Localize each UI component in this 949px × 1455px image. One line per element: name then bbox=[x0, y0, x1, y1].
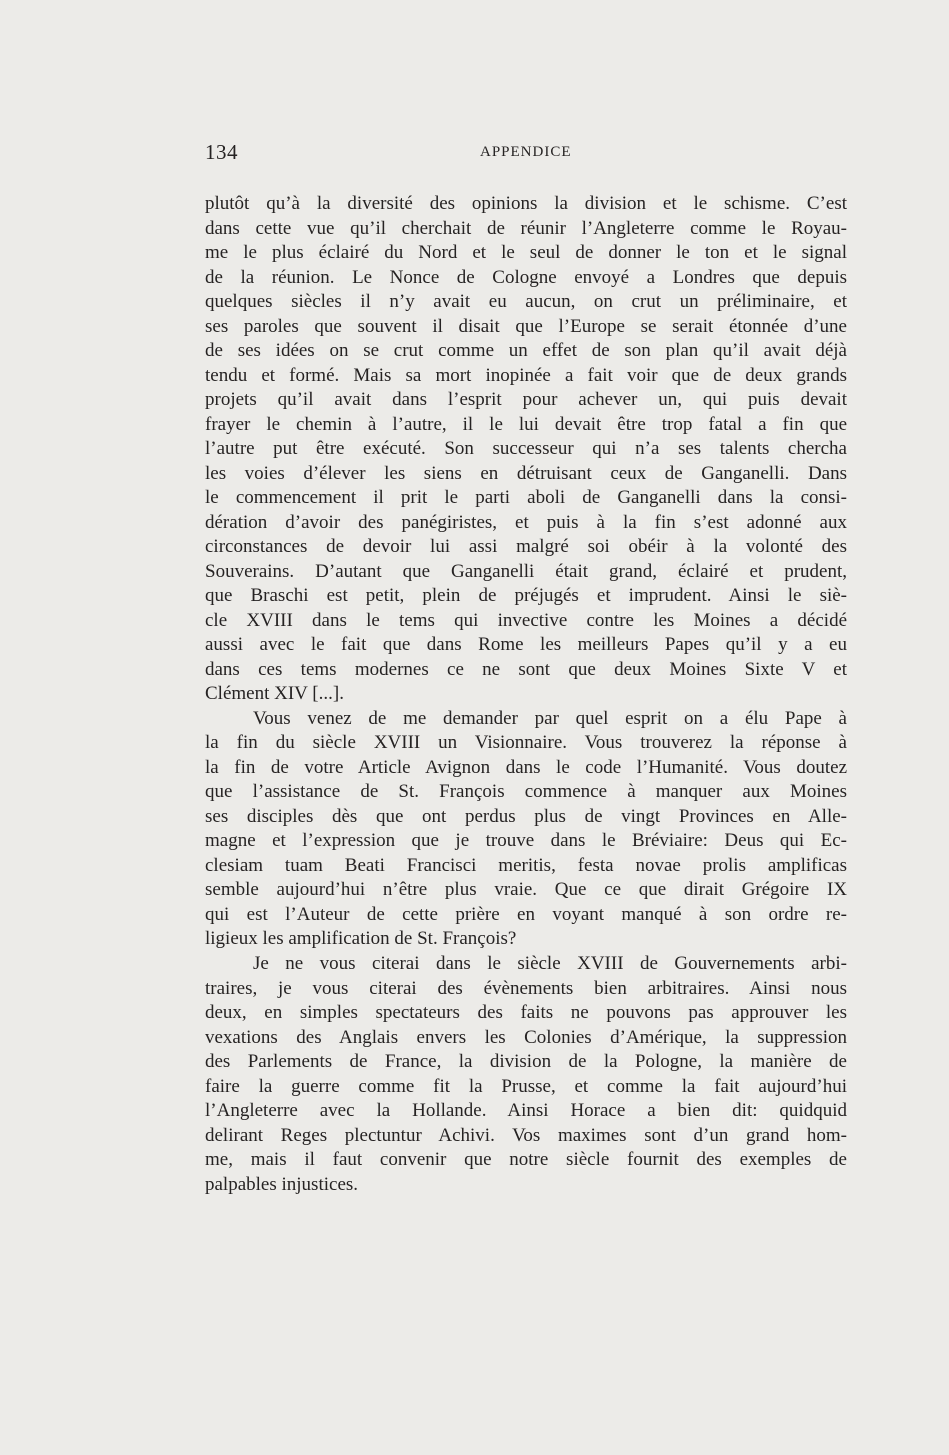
text-line: deux, en simples spectateurs des faits ne pouvons pas approuver les bbox=[205, 1002, 847, 1024]
text-line: qui est l’Auteur de cette prière en voyant manqué à son ordre re- bbox=[205, 903, 847, 925]
text-line: projets qu’il avait dans l’esprit pour achever un, qui puis devait bbox=[205, 389, 847, 411]
text-line: dération d’avoir des panégiristes, et puis à la fin s’est adonné aux bbox=[205, 511, 847, 533]
running-title: APPENDICE bbox=[480, 144, 572, 160]
text-line: le commencement il prit le parti aboli de Ganganelli dans la consi- bbox=[205, 487, 847, 509]
text-line: la fin de votre Article Avignon dans le code l’Humanité. Vous doutez bbox=[205, 756, 847, 778]
text-line: dans cette vue qu’il cherchait de réunir l’Angleterre comme le Royau- bbox=[205, 217, 847, 239]
text-line: Je ne vous citerai dans le siècle XVIII de Gouvernements arbi- bbox=[253, 952, 847, 974]
text-line: de la réunion. Le Nonce de Cologne envoyé a Londres que depuis bbox=[205, 266, 847, 288]
text-line: semble aujourd’hui n’être plus vraie. Que ce que dirait Grégoire IX bbox=[205, 879, 847, 901]
text-line: palpables injustices. bbox=[205, 1173, 359, 1195]
text-line: faire la guerre comme fit la Prusse, et comme la fait aujourd’hui bbox=[205, 1075, 847, 1097]
text-line: dans ces tems modernes ce ne sont que deux Moines Sixte V et bbox=[205, 658, 847, 680]
text-line: cle XVIII dans le tems qui invective contre les Moines a décidé bbox=[205, 609, 847, 631]
text-line: traires, je vous citerai des évènements bien arbitraires. Ainsi nous bbox=[205, 977, 847, 999]
text-line: la fin du siècle XVIII un Visionnaire. Vous trouverez la réponse à bbox=[205, 732, 847, 754]
running-head bbox=[205, 140, 847, 166]
text-line: de ses idées on se crut comme un effet de son plan qu’il avait déjà bbox=[205, 340, 847, 362]
text-line: quelques siècles il n’y avait eu aucun, on crut un préliminaire, et bbox=[205, 291, 847, 313]
text-line: ligieux les amplification de St. François? bbox=[205, 928, 517, 950]
text-line: des Parlements de France, la division de la Pologne, la manière de bbox=[205, 1051, 847, 1073]
text-line: vexations des Anglais envers les Colonies d’Amérique, la suppression bbox=[205, 1026, 847, 1048]
text-line: Vous venez de me demander par quel esprit on a élu Pape à bbox=[253, 707, 847, 729]
text-line: tendu et formé. Mais sa mort inopinée a fait voir que de deux grands bbox=[205, 364, 847, 386]
text-line: delirant Reges plectuntur Achivi. Vos maximes sont d’un grand hom- bbox=[205, 1124, 847, 1146]
text-line: me, mais il faut convenir que notre siècle fournit des exemples de bbox=[205, 1149, 847, 1171]
text-line: que Braschi est petit, plein de préjugés et imprudent. Ainsi le siè- bbox=[205, 585, 847, 607]
text-line: aussi avec le fait que dans Rome les meilleurs Papes qu’il y a eu bbox=[205, 634, 847, 656]
text-line: l’autre put être exécuté. Son successeur qui n’a ses talents chercha bbox=[205, 438, 847, 460]
text-line: plutôt qu’à la diversité des opinions la division et le schisme. C’est bbox=[205, 193, 847, 214]
page-number: 134 bbox=[205, 140, 238, 164]
text-line: magne et l’expression que je trouve dans le Bréviaire: Deus qui Ec- bbox=[205, 830, 847, 852]
text-line: circonstances de devoir lui assi malgré soi obéir à la volonté des bbox=[205, 536, 847, 558]
text-line: que l’assistance de St. François commence à manquer aux Moines bbox=[205, 781, 847, 803]
text-line: ses paroles que souvent il disait que l’Europe se serait étonnée d’une bbox=[205, 315, 847, 337]
text-line: l’Angleterre avec la Hollande. Ainsi Horace a bien dit: quidquid bbox=[205, 1100, 847, 1122]
text-line: les voies d’élever les siens en détruisant ceux de Ganganelli. Dans bbox=[205, 462, 847, 484]
text-line: frayer le chemin à l’autre, il le lui devait être trop fatal a fin que bbox=[205, 413, 847, 435]
text-line: Clément XIV [...]. bbox=[205, 683, 344, 705]
text-line: ses disciples dès que ont perdus plus de vingt Provinces en Alle- bbox=[205, 805, 847, 827]
text-line: clesiam tuam Beati Francisci meritis, festa novae prolis amplificas bbox=[205, 854, 847, 876]
body-text bbox=[205, 192, 847, 1197]
text-line: Souverains. D’autant que Ganganelli était grand, éclairé et prudent, bbox=[205, 560, 847, 582]
text-line: me le plus éclairé du Nord et le seul de donner le ton et le signal bbox=[205, 242, 847, 264]
